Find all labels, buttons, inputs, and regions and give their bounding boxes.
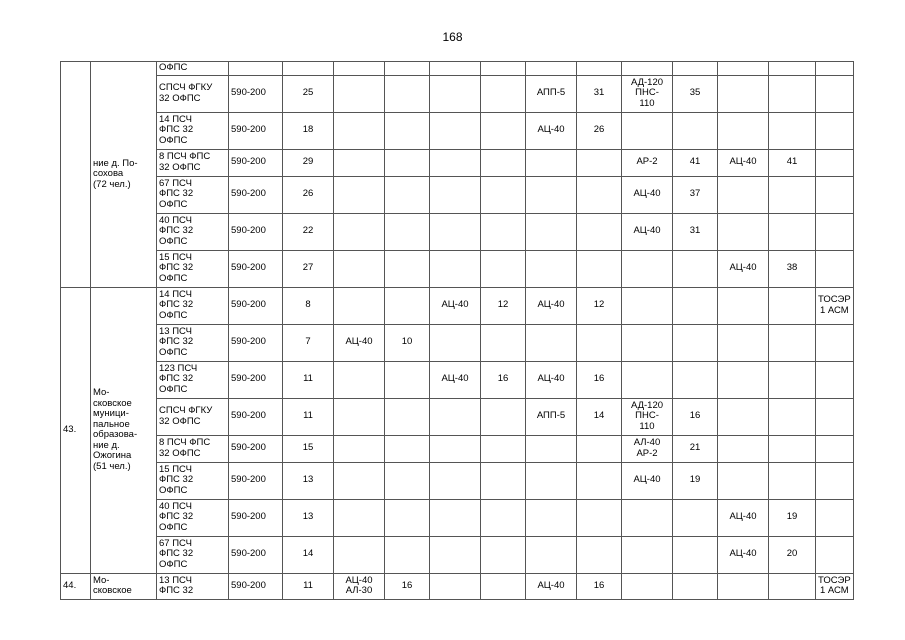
distance-cell: [769, 324, 816, 361]
distance-cell: [481, 324, 526, 361]
time-cell: 11: [283, 573, 334, 599]
table-row: [61, 398, 854, 435]
time-cell: 14: [283, 536, 334, 573]
apparatus-cell: [526, 149, 577, 176]
apparatus-cell: АЦ-40: [430, 361, 481, 398]
unit-cell: ОФПС: [157, 62, 229, 76]
page-number: 168: [442, 30, 463, 44]
apparatus-cell: [334, 287, 385, 324]
distance-cell: [673, 62, 718, 76]
apparatus-cell: [622, 536, 673, 573]
distance-cell: [673, 361, 718, 398]
distance-cell: [769, 75, 816, 112]
apparatus-cell: [430, 573, 481, 599]
apparatus-cell: [718, 213, 769, 250]
apparatus-cell: [430, 176, 481, 213]
distance-cell: [673, 287, 718, 324]
distance-cell: 41: [769, 149, 816, 176]
unit-cell: СПСЧ ФГКУ 32 ОФПС: [157, 75, 229, 112]
response-schedule-table: [60, 61, 854, 600]
distance-cell: 31: [673, 213, 718, 250]
unit-cell: 13 ПСЧ ФПС 32: [157, 573, 229, 599]
apparatus-cell: АЦ-40: [718, 499, 769, 536]
table-row: [61, 149, 854, 176]
apparatus-cell: [334, 499, 385, 536]
distance-cell: 16: [577, 573, 622, 599]
time-cell: [283, 62, 334, 76]
apparatus-cell: [334, 536, 385, 573]
object-name-cell: Мо- сковское муници- пальное образова- ние д. Ожогина (51 чел.): [91, 287, 157, 573]
distance-cell: 12: [577, 287, 622, 324]
range-cell: 590-200: [229, 213, 283, 250]
range-cell: 590-200: [229, 112, 283, 149]
distance-cell: [385, 435, 430, 462]
distance-cell: [577, 435, 622, 462]
range-cell: 590-200: [229, 573, 283, 599]
apparatus-cell: [526, 462, 577, 499]
distance-cell: 26: [577, 112, 622, 149]
distance-cell: [577, 213, 622, 250]
distance-cell: [385, 536, 430, 573]
distance-cell: [769, 398, 816, 435]
apparatus-cell: АЦ-40: [718, 536, 769, 573]
apparatus-cell: [430, 536, 481, 573]
extra-cell: ТОСЭР 1 АСМ: [816, 287, 854, 324]
row-number-cell: 44.: [61, 573, 91, 599]
unit-cell: 8 ПСЧ ФПС 32 ОФПС: [157, 435, 229, 462]
unit-cell: 13 ПСЧ ФПС 32 ОФПС: [157, 324, 229, 361]
apparatus-cell: АЦ-40: [526, 361, 577, 398]
distance-cell: 38: [769, 250, 816, 287]
apparatus-cell: [718, 435, 769, 462]
distance-cell: [673, 112, 718, 149]
extra-cell: [816, 213, 854, 250]
distance-cell: 12: [481, 287, 526, 324]
apparatus-cell: [334, 250, 385, 287]
apparatus-cell: [622, 361, 673, 398]
apparatus-cell: [430, 149, 481, 176]
time-cell: 18: [283, 112, 334, 149]
range-cell: 590-200: [229, 435, 283, 462]
distance-cell: [481, 213, 526, 250]
extra-cell: [816, 62, 854, 76]
apparatus-cell: [334, 112, 385, 149]
range-cell: 590-200: [229, 287, 283, 324]
apparatus-cell: [622, 287, 673, 324]
apparatus-cell: [526, 176, 577, 213]
apparatus-cell: [526, 250, 577, 287]
time-cell: 13: [283, 499, 334, 536]
apparatus-cell: [526, 213, 577, 250]
apparatus-cell: АПП-5: [526, 75, 577, 112]
distance-cell: [769, 435, 816, 462]
distance-cell: [673, 536, 718, 573]
distance-cell: 41: [673, 149, 718, 176]
unit-cell: 8 ПСЧ ФПС 32 ОФПС: [157, 149, 229, 176]
extra-cell: [816, 176, 854, 213]
extra-cell: [816, 435, 854, 462]
range-cell: 590-200: [229, 176, 283, 213]
apparatus-cell: АЦ-40: [718, 149, 769, 176]
distance-cell: [769, 287, 816, 324]
unit-cell: 67 ПСЧ ФПС 32 ОФПС: [157, 536, 229, 573]
distance-cell: 20: [769, 536, 816, 573]
apparatus-cell: [334, 62, 385, 76]
range-cell: [229, 62, 283, 76]
distance-cell: [577, 324, 622, 361]
distance-cell: [481, 462, 526, 499]
distance-cell: [385, 149, 430, 176]
apparatus-cell: [718, 398, 769, 435]
distance-cell: [577, 250, 622, 287]
range-cell: 590-200: [229, 499, 283, 536]
apparatus-cell: [334, 435, 385, 462]
extra-cell: [816, 324, 854, 361]
range-cell: 590-200: [229, 398, 283, 435]
apparatus-cell: [334, 361, 385, 398]
unit-cell: 15 ПСЧ ФПС 32 ОФПС: [157, 250, 229, 287]
distance-cell: [481, 112, 526, 149]
table-row: [61, 287, 854, 324]
apparatus-cell: [430, 112, 481, 149]
apparatus-cell: АЦ-40: [622, 213, 673, 250]
table-row: [61, 361, 854, 398]
distance-cell: 21: [673, 435, 718, 462]
distance-cell: [769, 361, 816, 398]
apparatus-cell: [334, 213, 385, 250]
distance-cell: [673, 573, 718, 599]
distance-cell: [385, 361, 430, 398]
distance-cell: [481, 62, 526, 76]
table-row: [61, 176, 854, 213]
distance-cell: [769, 213, 816, 250]
unit-cell: 40 ПСЧ ФПС 32 ОФПС: [157, 213, 229, 250]
apparatus-cell: [430, 213, 481, 250]
table-row: [61, 573, 854, 599]
distance-cell: [577, 149, 622, 176]
apparatus-cell: [718, 75, 769, 112]
distance-cell: [385, 499, 430, 536]
apparatus-cell: АЦ-40: [526, 112, 577, 149]
apparatus-cell: [430, 250, 481, 287]
time-cell: 13: [283, 462, 334, 499]
apparatus-cell: [718, 462, 769, 499]
apparatus-cell: [526, 499, 577, 536]
apparatus-cell: АР-2: [622, 149, 673, 176]
apparatus-cell: АД-120 ПНС- 110: [622, 75, 673, 112]
apparatus-cell: АЦ-40: [718, 250, 769, 287]
time-cell: 8: [283, 287, 334, 324]
table-row: [61, 462, 854, 499]
unit-cell: 15 ПСЧ ФПС 32 ОФПС: [157, 462, 229, 499]
distance-cell: [385, 213, 430, 250]
distance-cell: 16: [385, 573, 430, 599]
row-number-cell: 43.: [61, 287, 91, 573]
table-row: [61, 536, 854, 573]
apparatus-cell: [526, 435, 577, 462]
distance-cell: [769, 462, 816, 499]
time-cell: 26: [283, 176, 334, 213]
distance-cell: 16: [481, 361, 526, 398]
apparatus-cell: [430, 398, 481, 435]
apparatus-cell: [334, 462, 385, 499]
apparatus-cell: [622, 499, 673, 536]
distance-cell: [481, 573, 526, 599]
distance-cell: 37: [673, 176, 718, 213]
unit-cell: 123 ПСЧ ФПС 32 ОФПС: [157, 361, 229, 398]
table-row: [61, 62, 854, 76]
apparatus-cell: [334, 75, 385, 112]
row-number-cell: [61, 62, 91, 288]
unit-cell: СПСЧ ФГКУ 32 ОФПС: [157, 398, 229, 435]
table-row: [61, 112, 854, 149]
apparatus-cell: [526, 62, 577, 76]
table-row: [61, 213, 854, 250]
distance-cell: 16: [577, 361, 622, 398]
distance-cell: [577, 62, 622, 76]
time-cell: 7: [283, 324, 334, 361]
distance-cell: [769, 62, 816, 76]
extra-cell: [816, 398, 854, 435]
apparatus-cell: [430, 62, 481, 76]
table-row: [61, 75, 854, 112]
apparatus-cell: [622, 324, 673, 361]
distance-cell: [481, 499, 526, 536]
apparatus-cell: [430, 499, 481, 536]
distance-cell: [481, 149, 526, 176]
apparatus-cell: [526, 536, 577, 573]
extra-cell: [816, 536, 854, 573]
extra-cell: [816, 149, 854, 176]
unit-cell: 14 ПСЧ ФПС 32 ОФПС: [157, 287, 229, 324]
apparatus-cell: [622, 112, 673, 149]
distance-cell: [481, 435, 526, 462]
distance-cell: [577, 536, 622, 573]
distance-cell: [481, 536, 526, 573]
distance-cell: [385, 62, 430, 76]
apparatus-cell: АЦ-40: [526, 573, 577, 599]
table-row: [61, 250, 854, 287]
range-cell: 590-200: [229, 361, 283, 398]
apparatus-cell: [718, 573, 769, 599]
apparatus-cell: АЦ-40: [334, 324, 385, 361]
table-row: [61, 499, 854, 536]
apparatus-cell: АД-120 ПНС- 110: [622, 398, 673, 435]
range-cell: 590-200: [229, 149, 283, 176]
distance-cell: [385, 176, 430, 213]
apparatus-cell: АЦ-40: [622, 462, 673, 499]
apparatus-cell: [718, 324, 769, 361]
time-cell: 11: [283, 361, 334, 398]
table-row: [61, 324, 854, 361]
range-cell: 590-200: [229, 75, 283, 112]
distance-cell: [481, 176, 526, 213]
apparatus-cell: [622, 250, 673, 287]
apparatus-cell: [718, 176, 769, 213]
extra-cell: [816, 112, 854, 149]
object-name-cell: ние д. По- сохова (72 чел.): [91, 62, 157, 288]
apparatus-cell: АПП-5: [526, 398, 577, 435]
apparatus-cell: [430, 435, 481, 462]
extra-cell: [816, 499, 854, 536]
time-cell: 27: [283, 250, 334, 287]
distance-cell: [673, 250, 718, 287]
range-cell: 590-200: [229, 462, 283, 499]
distance-cell: [769, 176, 816, 213]
distance-cell: 19: [673, 462, 718, 499]
table-row: [61, 435, 854, 462]
apparatus-cell: [430, 462, 481, 499]
apparatus-cell: АЦ-40: [622, 176, 673, 213]
distance-cell: 16: [673, 398, 718, 435]
extra-cell: [816, 462, 854, 499]
distance-cell: [673, 324, 718, 361]
extra-cell: [816, 250, 854, 287]
time-cell: 25: [283, 75, 334, 112]
apparatus-cell: АЦ-40: [430, 287, 481, 324]
extra-cell: [816, 75, 854, 112]
apparatus-cell: [334, 176, 385, 213]
distance-cell: 10: [385, 324, 430, 361]
apparatus-cell: [718, 112, 769, 149]
distance-cell: [481, 398, 526, 435]
distance-cell: 35: [673, 75, 718, 112]
distance-cell: 14: [577, 398, 622, 435]
distance-cell: [769, 573, 816, 599]
distance-cell: [385, 250, 430, 287]
distance-cell: [577, 499, 622, 536]
apparatus-cell: [526, 324, 577, 361]
time-cell: 11: [283, 398, 334, 435]
distance-cell: [577, 176, 622, 213]
unit-cell: 14 ПСЧ ФПС 32 ОФПС: [157, 112, 229, 149]
apparatus-cell: АЦ-40: [526, 287, 577, 324]
range-cell: 590-200: [229, 250, 283, 287]
distance-cell: [481, 250, 526, 287]
distance-cell: 19: [769, 499, 816, 536]
extra-cell: [816, 361, 854, 398]
unit-cell: 40 ПСЧ ФПС 32 ОФПС: [157, 499, 229, 536]
range-cell: 590-200: [229, 324, 283, 361]
distance-cell: [577, 462, 622, 499]
extra-cell: ТОСЭР 1 АСМ: [816, 573, 854, 599]
unit-cell: 67 ПСЧ ФПС 32 ОФПС: [157, 176, 229, 213]
time-cell: 29: [283, 149, 334, 176]
apparatus-cell: [718, 361, 769, 398]
apparatus-cell: [430, 75, 481, 112]
time-cell: 15: [283, 435, 334, 462]
distance-cell: [385, 398, 430, 435]
apparatus-cell: [622, 573, 673, 599]
distance-cell: [385, 112, 430, 149]
range-cell: 590-200: [229, 536, 283, 573]
distance-cell: [673, 499, 718, 536]
distance-cell: [481, 75, 526, 112]
time-cell: 22: [283, 213, 334, 250]
apparatus-cell: [334, 149, 385, 176]
apparatus-cell: АЦ-40 АЛ-30: [334, 573, 385, 599]
distance-cell: [385, 75, 430, 112]
apparatus-cell: [718, 287, 769, 324]
distance-cell: [385, 462, 430, 499]
apparatus-cell: АЛ-40 АР-2: [622, 435, 673, 462]
apparatus-cell: [622, 62, 673, 76]
apparatus-cell: [718, 62, 769, 76]
distance-cell: 31: [577, 75, 622, 112]
distance-cell: [769, 112, 816, 149]
apparatus-cell: [334, 398, 385, 435]
apparatus-cell: [430, 324, 481, 361]
distance-cell: [385, 287, 430, 324]
object-name-cell: Мо- сковское: [91, 573, 157, 599]
